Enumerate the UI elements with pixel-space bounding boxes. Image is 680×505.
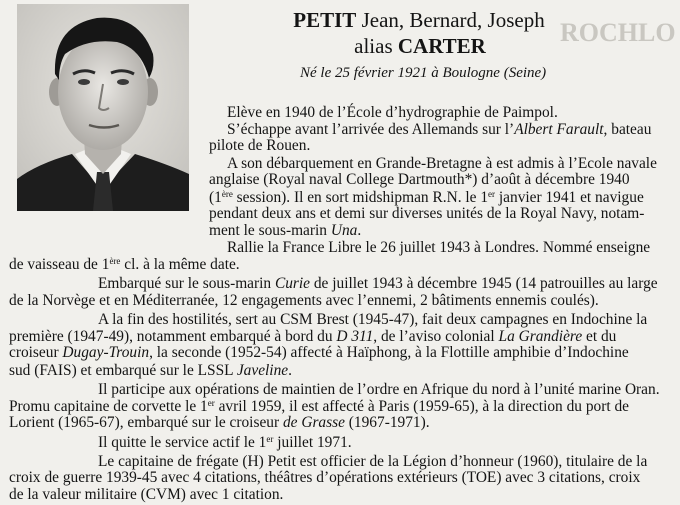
text-span: Il participe aux opérations de maintien de l’ordre en Afrique du nord à l’unité marine Oran. bbox=[98, 381, 660, 399]
given-names: Jean, Bernard, Joseph bbox=[361, 8, 545, 32]
text-span: ment le sous-marin bbox=[209, 221, 331, 239]
ship-name: La Grandière bbox=[498, 327, 583, 345]
ship-name: D 311 bbox=[336, 327, 374, 345]
text-span: de juillet 1943 à décembre 1945 (14 patrouilles au large bbox=[310, 275, 658, 293]
ship-name: Curie bbox=[274, 275, 311, 293]
bleed-through-text: ROCHLO bbox=[560, 18, 676, 47]
text-line bbox=[9, 362, 292, 381]
text-span: Elève en 1940 de l’École d’hydrographie de Paimpol. bbox=[227, 104, 558, 121]
birth-line: Né le 25 février 1921 à Boulogne (Seine) bbox=[300, 65, 547, 81]
ship-name: Javeline bbox=[236, 361, 289, 379]
portrait-photo bbox=[17, 4, 189, 211]
text-span: pendant deux ans et demi sur diverses unités de la Royal Navy, notam- bbox=[209, 205, 645, 223]
text-span: session). Il en sort midshipman R.N. le 1 bbox=[232, 188, 489, 206]
text-span: Rallie la France Libre le 26 juillet 1943 à Londres. Nommé enseigne bbox=[227, 239, 651, 257]
text-span: Le capitaine de frégate (H) Petit est officier de la Légion d’honneur (1960), titulaire de la bbox=[98, 452, 648, 470]
text-line bbox=[9, 256, 240, 275]
text-span: A son débarquement en Grande-Bretagne à est admis à l’Ecole navale bbox=[227, 154, 657, 172]
text-line bbox=[9, 486, 283, 505]
text-span: de la valeur militaire (CVM) avec 1 citation. bbox=[9, 486, 284, 503]
text-span: croix de guerre 1939-45 avec 4 citations, théâtres d’opérations extérieurs (TOE) avec 3 citations, croix bbox=[9, 469, 641, 487]
superscript: er bbox=[266, 433, 274, 444]
text-span: (1967-1971). bbox=[344, 414, 430, 432]
text-span: A la fin des hostilités, sert au CSM Brest (1945-47), fait deux campagnes en Indochine la bbox=[98, 311, 648, 329]
text-line bbox=[227, 239, 650, 258]
text-span: . bbox=[357, 221, 362, 239]
text-span: pilote de Rouen. bbox=[209, 137, 311, 155]
text-span: janvier 1941 et navigue bbox=[495, 188, 644, 206]
person-name bbox=[289, 8, 549, 32]
ship-name: Una bbox=[330, 221, 358, 239]
text-span: Il quitte le service actif le 1 bbox=[98, 433, 267, 451]
text-span: (1 bbox=[209, 188, 222, 206]
text-span: juillet 1971. bbox=[273, 433, 352, 451]
text-span: . bbox=[288, 361, 292, 379]
superscript: ère bbox=[221, 188, 233, 199]
text-span: de la Norvège et en Méditerranée, 12 engagements avec l’ennemi, 2 bâtiments ennemis coulés). bbox=[9, 291, 599, 309]
text-span: cl. à la même date. bbox=[120, 255, 240, 273]
superscript: ère bbox=[109, 255, 121, 266]
alias-name: CARTER bbox=[397, 34, 486, 58]
text-span: sud (FAIS) et embarqué sur le LSSL bbox=[9, 361, 237, 379]
text-span: , de l’aviso colonial bbox=[373, 327, 499, 345]
ship-name: Dugay-Trouin bbox=[62, 344, 150, 362]
text-line bbox=[209, 137, 310, 156]
text-span: , la seconde (1952-54) affecté à Haïphong, à la Flottille amphibie d’Indochine bbox=[149, 344, 629, 362]
text-span: anglaise (Royal naval College Dartmouth*) d’août à décembre 1940 bbox=[209, 171, 630, 189]
text-span: S’échappe avant l’arrivée des Allemands sur l’ bbox=[227, 120, 515, 138]
text-line bbox=[209, 222, 361, 241]
alias-line bbox=[300, 34, 540, 58]
alias-prefix: alias bbox=[354, 34, 393, 58]
superscript: er bbox=[207, 397, 215, 408]
text-span: Lorient (1965-67), embarqué sur le croiseur bbox=[9, 414, 283, 432]
text-line bbox=[9, 344, 629, 363]
text-line bbox=[98, 434, 352, 453]
surname: PETIT bbox=[293, 8, 357, 32]
ship-name: Albert Farault bbox=[514, 120, 604, 138]
text-span: croiseur bbox=[9, 344, 63, 362]
text-line bbox=[9, 292, 599, 311]
text-span: et du bbox=[582, 327, 617, 345]
text-span: avril 1959, il est affecté à Paris (1959-65), à la direction du port de bbox=[214, 397, 629, 415]
text-span: première (1947-49), notamment embarqué à bord du bbox=[9, 327, 337, 345]
text-span: Promu capitaine de corvette le 1 bbox=[9, 397, 208, 415]
text-line bbox=[9, 414, 430, 433]
ship-name: de Grasse bbox=[282, 414, 345, 432]
superscript: er bbox=[488, 188, 496, 199]
text-line bbox=[209, 171, 630, 190]
text-span: , bateau bbox=[603, 120, 652, 138]
text-span: de vaisseau de 1 bbox=[9, 255, 110, 273]
text-span: Embarqué sur le sous-marin bbox=[98, 275, 275, 293]
